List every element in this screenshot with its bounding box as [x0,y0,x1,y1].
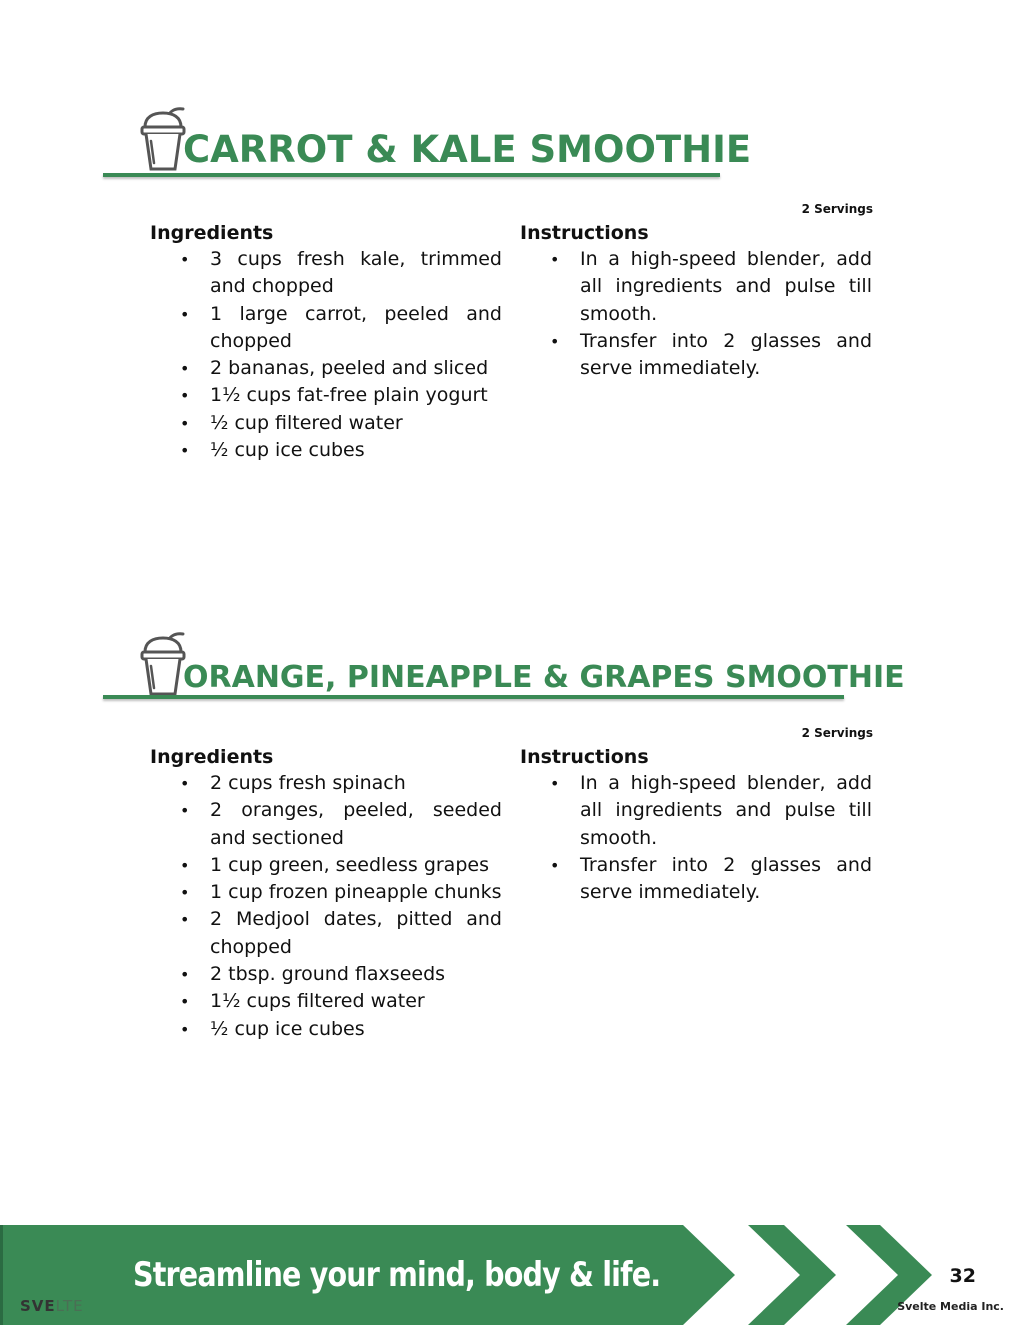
instructions-column [520,220,872,382]
bullet-icon: • [180,883,190,903]
bullet-icon: • [550,331,560,351]
instructions-column [520,744,872,906]
list-item: • In a high-speed blender, add all ingredients and pulse till smooth. [550,772,872,849]
list-item: • 1½ cups fat-free plain yogurt [150,382,502,409]
list-item: • ½ cup ice cubes [150,437,502,464]
bullet-icon: • [180,1019,190,1039]
smoothie-cup-icon [139,105,187,173]
footer-banner [0,1225,1024,1325]
title-underline [103,173,720,177]
list-item: • 1 cup green, seedless grapes [150,852,502,879]
ingredients-heading: Ingredients [150,222,274,244]
servings-label: 2 Servings [801,726,873,740]
recipe-title: ORANGE, PINEAPPLE & GRAPES SMOOTHIE [183,660,905,695]
bullet-icon: • [180,250,190,269]
list-item: • 2 tbsp. ground flaxseeds [150,961,502,988]
bullet-icon: • [550,774,560,793]
bullet-icon: • [180,992,190,1012]
list-item: • 1 cup frozen pineapple chunks [150,879,502,906]
ingredients-heading: Ingredients [150,746,274,768]
bullet-icon: • [180,304,190,324]
bullet-icon: • [180,801,190,821]
recipe-title: CARROT & KALE SMOOTHIE [183,128,752,171]
bullet-icon: • [180,965,190,985]
publisher-name: Svelte Media Inc. [897,1300,1004,1313]
ingredients-list [150,246,502,464]
smoothie-cup-icon [139,630,187,698]
bullet-icon: • [180,386,190,406]
ingredients-list [150,770,502,1043]
bullet-icon: • [180,441,190,461]
bullet-icon: • [180,774,190,793]
ingredients-column [150,744,502,1043]
list-item: • 3 cups fresh kale, trimmed and chopped [180,248,502,298]
instructions-heading: Instructions [520,222,649,244]
list-item: • In a high-speed blender, add all ingredients and pulse till smooth. [550,248,872,325]
list-item: • 1½ cups filtered water [150,988,502,1015]
bullet-icon: • [550,855,560,875]
list-item: • ½ cup ice cubes [150,1016,502,1043]
list-item: • 2 Medjool dates, pitted and chopped [180,908,502,958]
instructions-list [520,770,872,906]
bullet-icon: • [180,855,190,875]
bullet-icon: • [180,359,190,379]
list-item: • 1 large carrot, peeled and chopped [180,302,502,352]
instructions-heading: Instructions [520,746,649,768]
list-item: • 2 oranges, peeled, seeded and sectioned [180,799,502,849]
bullet-icon: • [180,910,190,930]
page-number: 32 [949,1265,976,1287]
list-item: • Transfer into 2 glasses and serve immediately. [550,329,872,380]
list-item: • Transfer into 2 glasses and serve immediately. [550,853,872,904]
ingredients-column [150,220,502,464]
bullet-icon: • [180,413,190,433]
footer-tagline: Streamline your mind, body & life. [133,1255,661,1295]
list-item: • 2 bananas, peeled and sliced [150,355,502,382]
instructions-list [520,246,872,382]
bullet-icon: • [550,250,560,269]
brand-logo: SVELTE [20,1297,84,1315]
list-item: • 2 cups fresh spinach [150,770,502,797]
servings-label: 2 Servings [801,202,873,216]
title-underline [103,695,844,699]
list-item: • ½ cup filtered water [150,410,502,437]
